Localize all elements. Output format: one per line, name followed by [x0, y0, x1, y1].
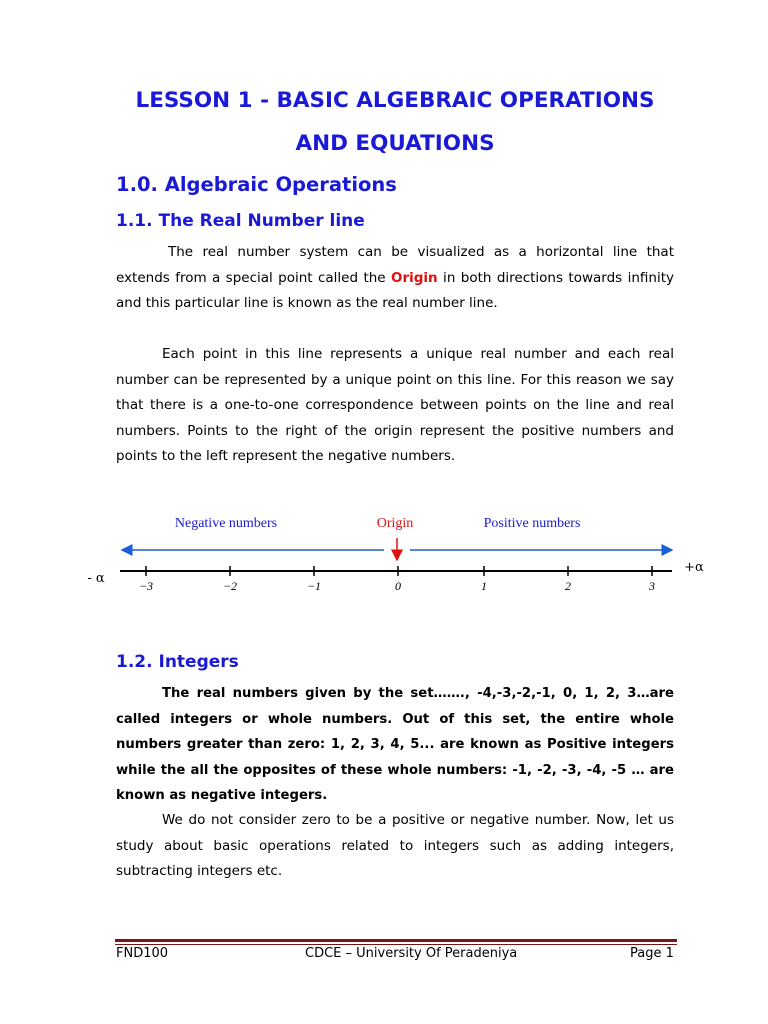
- footer-rule-thin: [115, 944, 677, 945]
- negative-numbers-label: Negative numbers: [174, 516, 278, 531]
- tick-label: −2: [222, 579, 238, 593]
- tick-labels: [139, 579, 655, 593]
- real-number-line-paragraph-2: Each point in this line represents a unique real number and each real number can be represented by a unique point on this line. For this reason we say that there is a one-to-one correspondence between points on the line and real numbers. Points to the right of the origin represent the positive numbers and points to the left represent the negative numbers.: [116, 346, 674, 464]
- footer-rule-thick: [115, 939, 677, 942]
- section-heading-1-0: 1.0. Algebraic Operations: [116, 173, 397, 196]
- negative-infinity-label: - α: [87, 571, 105, 586]
- footer-course-code: FND100: [116, 946, 169, 961]
- tick-label: −3: [138, 579, 154, 593]
- paragraph-text: in both directions towards infinity and this particular line is known as the real number line.: [116, 269, 674, 311]
- integers-paragraph-1: The real numbers given by the set……., -4,-3,-2,-1, 0, 1, 2, 3…are called integers or whole numbers. Out of this set, the entire whole numbers greater than zero: 1, 2, 3, 4, 5... are known as Positive integers while the all the opposites of these whole numbers: -1, -2, -3, -4, -5 … are known as negative integers.: [116, 686, 674, 803]
- tick-label: 3: [649, 579, 655, 593]
- real-number-line-paragraph-1: [116, 240, 674, 317]
- real-number-line-diagram: [0, 500, 768, 610]
- tick-label: 2: [565, 579, 571, 593]
- footer-page-number: Page 1: [630, 946, 674, 961]
- tick-label: −1: [306, 579, 322, 593]
- section-heading-1-2: 1.2. Integers: [116, 652, 239, 672]
- positive-infinity-label: +α: [684, 560, 704, 575]
- origin-highlight: Origin: [391, 269, 438, 286]
- footer-institution: CDCE – University Of Peradeniya: [305, 946, 518, 961]
- tick-label: 0: [395, 579, 401, 593]
- origin-label: Origin: [376, 516, 414, 531]
- lesson-title-line-2: AND EQUATIONS: [295, 131, 495, 156]
- tick-label: 1: [481, 579, 487, 593]
- lesson-title-line-1: LESSON 1 - BASIC ALGEBRAIC OPERATIONS: [135, 88, 655, 113]
- integers-paragraph-2: We do not consider zero to be a positive or negative number. Now, let us study about basic operations related to integers such as adding integers, subtracting integers etc.: [116, 812, 674, 879]
- section-heading-1-1: 1.1. The Real Number line: [116, 211, 365, 231]
- positive-numbers-label: Positive numbers: [483, 516, 581, 531]
- paragraph-text: The real number system can be visualized as a horizontal line that extends from a special point called the: [116, 244, 674, 286]
